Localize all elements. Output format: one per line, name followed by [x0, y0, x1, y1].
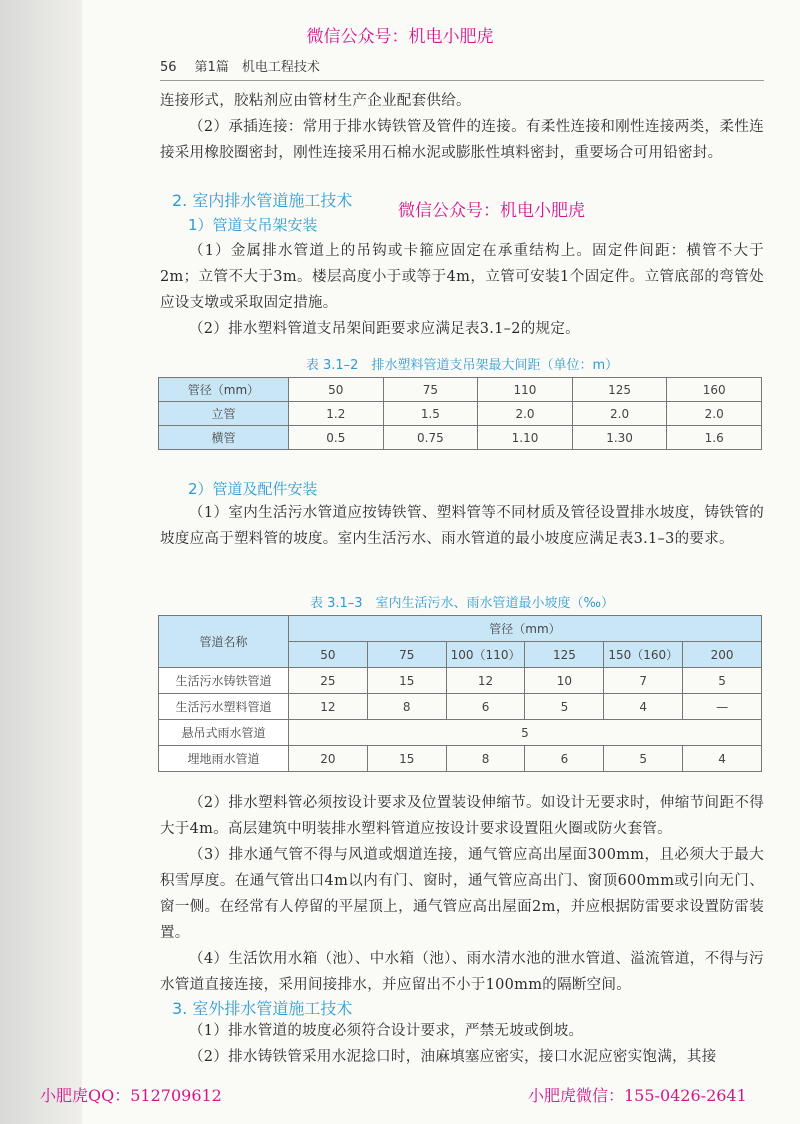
table-cell: 0.5: [289, 426, 384, 450]
table-row: [159, 616, 762, 642]
min-slope-table: [158, 615, 762, 772]
table-cell: 110: [478, 378, 573, 402]
watermark-top: 微信公众号：机电小肥虎: [306, 27, 494, 47]
paragraph: （2）排水塑料管必须按设计要求及位置装设伸缩节。如设计无要求时，伸缩节间距不得大于4m。高层建筑中明装排水塑料管道应按设计要求设置阻火圈或防火套管。: [160, 795, 764, 837]
table-row: [159, 746, 762, 772]
table-header-cell: 100（110）: [446, 642, 525, 668]
table-row: [159, 402, 762, 426]
table-cell: 5: [525, 694, 604, 720]
table-cell: 生活污水铸铁管道: [159, 668, 289, 694]
table-cell: 25: [289, 668, 368, 694]
table-caption: 表 3.1–3 室内生活污水、雨水管道最小坡度（‰）: [309, 596, 615, 611]
table-cell: 15: [367, 668, 446, 694]
table-cell: —: [683, 694, 762, 720]
watermark-bottom-right: 小肥虎微信：155-0426-2641: [528, 1086, 747, 1105]
table-cell: 2.0: [478, 402, 573, 426]
table-cell: 8: [367, 694, 446, 720]
table-cell: 75: [383, 378, 478, 402]
table-cell: 20: [289, 746, 368, 772]
table-cell: 1.2: [289, 402, 384, 426]
table-cell: 悬吊式雨水管道: [159, 720, 289, 746]
table-cell-merged: 5: [289, 720, 762, 746]
table-cell: 1.5: [383, 402, 478, 426]
paragraph: （1）金属排水管道上的吊钩或卡箍应固定在承重结构上。固定件间距：横管不大于2m；立管不大于3m。楼层高度小于或等于4m，立管可安装1个固定件。立管底部的弯管处应设支墩或采取固定措施。: [160, 243, 764, 311]
table-cell: 6: [446, 694, 525, 720]
table-cell: 0.75: [383, 426, 478, 450]
table-cell: 4: [683, 746, 762, 772]
table-cell: 管径（mm）: [159, 378, 289, 402]
table-cell: 15: [367, 746, 446, 772]
table-cell: 5: [604, 746, 683, 772]
table-header-cell: 管道名称: [159, 616, 289, 668]
table-cell: 125: [572, 378, 667, 402]
table-header-cell: 150（160）: [604, 642, 683, 668]
table-row: [159, 378, 762, 402]
table-cell: 2.0: [667, 402, 762, 426]
table-header-cell: 50: [289, 642, 368, 668]
table-cell: 1.10: [478, 426, 573, 450]
table-row: [159, 694, 762, 720]
subsection-heading: 1）管道支吊架安装: [188, 216, 318, 234]
paragraph: （1）排水管道的坡度必须符合设计要求，严禁无坡或倒坡。: [189, 1023, 584, 1039]
paragraph: （3）排水通气管不得与风道或烟道连接，通气管应高出屋面300mm，且必须大于最大积雪厚度。在通气管出口4m以内有门、窗时，通气管应高出门、窗顶600mm或引向无门、窗一侧。在经常有人停留的平屋顶上，通气管应高出屋面2m，并应根据防雷要求设置防雷装置。: [160, 847, 764, 941]
table-cell: 1.30: [572, 426, 667, 450]
section-heading: 2. 室内排水管道施工技术: [172, 191, 353, 210]
section-heading: 3. 室外排水管道施工技术: [172, 999, 353, 1018]
paragraph: （2）排水铸铁管采用水泥捻口时，油麻填塞应密实，接口水泥应密实饱满，其接: [189, 1049, 717, 1065]
paragraph: （1）室内生活污水管道应按铸铁管、塑料管等不同材质及管径设置排水坡度，铸铁管的坡度应高于塑料管的坡度。室内生活污水、雨水管道的最小坡度应满足表3.1–3的要求。: [160, 505, 764, 547]
paragraph: （2）排水塑料管道支吊架间距要求应满足表3.1–2的规定。: [189, 321, 580, 337]
table-cell: 10: [525, 668, 604, 694]
table-cell: 7: [604, 668, 683, 694]
watermark-middle: 微信公众号：机电小肥虎: [398, 201, 585, 221]
table-header-cell: 管径（mm）: [289, 616, 762, 642]
table-cell: 50: [289, 378, 384, 402]
table-cell: 生活污水塑料管道: [159, 694, 289, 720]
chapter-title: 第1篇 机电工程技术: [194, 60, 320, 75]
table-cell: 12: [289, 694, 368, 720]
table-caption: 表 3.1–2 排水塑料管道支吊架最大间距（单位：m）: [305, 358, 619, 373]
table-header-cell: 200: [683, 642, 762, 668]
table-cell: 立管: [159, 402, 289, 426]
table-cell: 6: [525, 746, 604, 772]
table-cell: 8: [446, 746, 525, 772]
table-cell: 1.6: [667, 426, 762, 450]
paragraph: 连接形式，胶粘剂应由管材生产企业配套供给。: [160, 93, 471, 109]
table-header-cell: 125: [525, 642, 604, 668]
watermark-bottom-left: 小肥虎QQ：512709612: [40, 1086, 222, 1105]
paragraph: （4）生活饮用水箱（池）、中水箱（池）、雨水清水池的泄水管道、溢流管道，不得与污水管道直接连接，采用间接排水，并应留出不小于100mm的隔断空间。: [160, 951, 764, 993]
table-cell: 4: [604, 694, 683, 720]
table-row: [159, 668, 762, 694]
table-row: [159, 720, 762, 746]
table-cell: 横管: [159, 426, 289, 450]
paragraph: （2）承插连接：常用于排水铸铁管及管件的连接。有柔性连接和刚性连接两类，柔性连接采用橡胶圈密封，刚性连接采用石棉水泥或膨胀性填料密封，重要场合可用铅密封。: [160, 119, 764, 161]
table-cell: 12: [446, 668, 525, 694]
header-rule: [160, 80, 764, 81]
table-cell: 160: [667, 378, 762, 402]
table-cell: 埋地雨水管道: [159, 746, 289, 772]
running-header: [160, 56, 760, 75]
table-row: [159, 426, 762, 450]
page-number: 56: [160, 60, 177, 75]
table-cell: 5: [683, 668, 762, 694]
table-cell: 2.0: [572, 402, 667, 426]
support-spacing-table: [158, 377, 762, 450]
subsection-heading: 2）管道及配件安装: [188, 480, 318, 498]
book-spine-shadow: [0, 0, 82, 1124]
table-header-cell: 75: [367, 642, 446, 668]
